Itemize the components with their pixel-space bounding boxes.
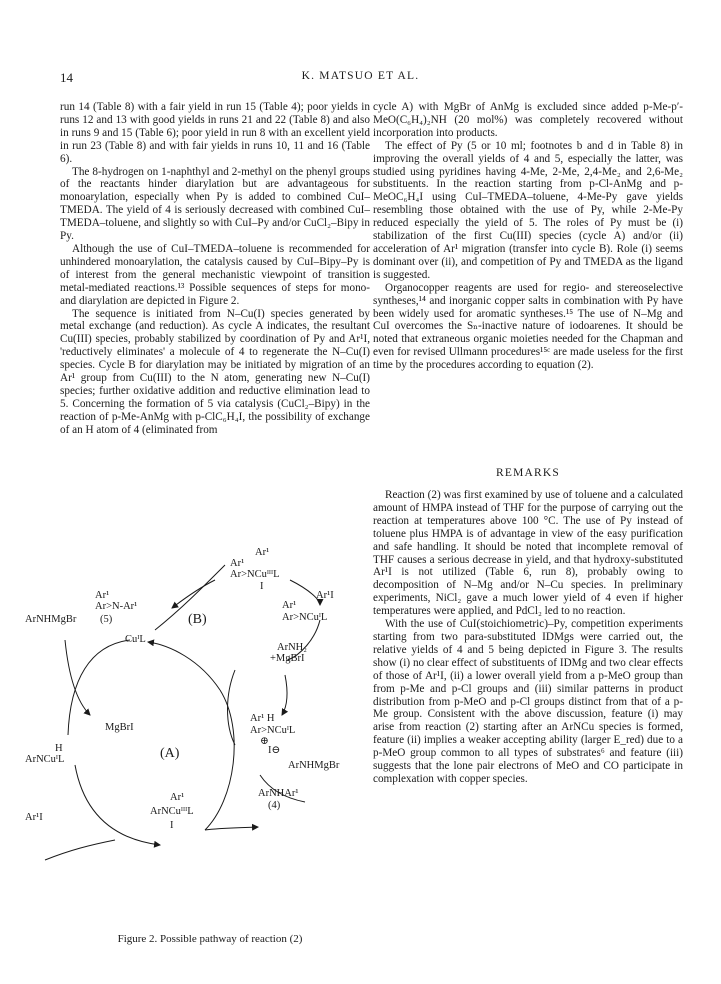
paragraph: Reaction (2) was first examined by use of toluene and a calculated amount of HMPA instead of THF for the purpose of carrying out the reaction at temperatures above 100 °C. The use of Py instead of toluene plus HMPA is of advantage in view of the easy purification and safe handling. It should be noted that incomplete removal of THF causes a serious decrease in yield, and that hydroxy-substituted Ar¹I is not utilized (Table 6, run 8), probably owing to decomposition of N–Mg and/or N–Cu species. In preliminary experiments, NiCl₂ gave a much lower yield of 4 even if higher temperatures were applied, and PdCl₂ led to no reaction. [373, 489, 683, 618]
arrow-to-product-4 [205, 827, 258, 830]
diaryl-label: Ar>N-Ar¹ [95, 601, 138, 612]
cuiii-a-i-label: I [170, 820, 174, 831]
pathway-arrows [20, 530, 365, 895]
arnhmgbr-right-label: ArNHMgBr [288, 760, 340, 771]
paragraph: cycle A) with MgBr of AnMg is excluded since added p-Me-p′-MeO(C₆H₄)₂NH (20 mol%) was completely recovered without incorporation into products. [373, 101, 683, 139]
arrow-to-cuiii-a [75, 765, 160, 845]
arrow-arnh2 [282, 675, 287, 715]
remarks-column [373, 489, 683, 786]
arnhar1-label: ArNHAr¹ [258, 788, 299, 799]
paragraph: The sequence is initiated from N–Cu(I) species generated by metal exchange (and reduction). As cycle A indicates, the resultant Cu(III) species, probably stabilized by coordination of Py and Ar¹I, 'reductively eliminates' a molecule of 4 to regenerate the N–Cu(I) species. Cycle B for diarylation may be initiated by migration of an Ar¹ group from Cu(III) to the N atom, generating new N–Cu(I) species; further oxidative addition and reductive elimination lead to 5. Concerning the formation of 5 via catalysis (CuCl₂–Bipy) in the reaction of p-Me-AnMg with p-ClC₆H₄I, the possibility of exchange of an H atom of 4 (eliminated from [60, 307, 370, 436]
cycle-b-label: (B) [188, 612, 207, 627]
arnhmgbr-left-label: ArNHMgBr [25, 614, 77, 625]
ar2ncul-label: Ar>NCuᴵL [282, 612, 328, 623]
cycle-a-label: (A) [160, 746, 180, 761]
reaction-pathway-figure [20, 530, 365, 895]
cul-label: CuᴵL [125, 634, 146, 645]
arrow-ar1i-bottom [45, 840, 115, 860]
complex-i-label: I⊖ [268, 745, 281, 756]
cuiii-b-ar2-label: Ar¹ [230, 558, 245, 569]
ar1i-right-label: Ar¹I [316, 590, 334, 601]
paragraph: With the use of CuI(stoichiometric)–Py, competition experiments starting from two para-substituted IDMgs were carried out, the relative yields of 4 and 5 being depicted in Figure 3. The results show (i) no clear effect of substituents of IDMg and two clear effects of those of Ar¹I, (ii) a lower overall yield from a p-MeO group than from p-Me and p-Cl groups and (iii) similar patterns in product distribution from p-MeO and p-Cl groups distinct from that of a p-Me group. Consistent with the above discussion, feature (i) may arise from reaction (2) starting after an ArNCu species is formed, feature (ii) implies a weaker accepting ability (larger E_red) due to a p-MeO group common to all types of substrates⁶ and feature (iii) suggests that the lone pair electrons of MeO and CO participate in complexation with copper species. [373, 618, 683, 785]
cuiii-b-ar-label: Ar¹ [255, 547, 270, 558]
ar1i-bottom-label: Ar¹I [25, 812, 43, 823]
left-column [60, 101, 370, 437]
arrow-elimination [205, 690, 234, 830]
complex-label: Ar>NCuᴵL [250, 725, 296, 736]
right-column [373, 101, 683, 372]
arnh2-label: ArNH₂ [277, 642, 307, 653]
cuiii-b-i-label: I [260, 581, 264, 592]
arncul-label: ArNCuᴵL [25, 754, 65, 765]
complex-arh-label: Ar¹ H [250, 713, 275, 724]
compound-5-label: (5) [100, 614, 113, 625]
diaryl-top-label: Ar¹ [95, 590, 110, 601]
figure-caption: Figure 2. Possible pathway of reaction (2) [117, 933, 303, 945]
paragraph: run 14 (Table 8) with a fair yield in run 15 (Table 4); poor yields in runs 12 and 13 with good yields in runs 21 and 22 (Table 8) and also in runs 9 and 15 (Table 6); poor yield in run 8 with an excellent yield in run 23 (Table 8) and with fair yields in runs 10, 11 and 16 (Table 6). [60, 101, 370, 165]
complex-plus-label: ⊕ [260, 736, 269, 747]
cuiii-a-ar-label: Ar¹ [170, 792, 185, 803]
section-heading: REMARKS [496, 467, 560, 479]
ar2ncul-ar-label: Ar¹ [282, 600, 297, 611]
arrow-back-to-cul [148, 642, 220, 690]
paragraph: The effect of Py (5 or 10 ml; footnotes b and d in Table 8) in improving the overall yields of 4 and 5, especially the latter, was studied using pyridines having 4-Me, 2-Me, 2,4-Me₂ and 2,6-Me₂ substituents. In the reaction starting from p-Cl-AnMg and p-MeOC₆H₄I using CuI–TMEDA–toluene, 4-Me-Py gave yields resembling those obtained with the use of Py, while 2-Me-Py reduced especially the yield of 5. The roles of Py must be (i) stabilization of the first Cu(III) species (cycle A) and/or (ii) acceleration of Ar¹ migration (transfer into cycle B). Role (i) seems dominant over (ii), and competition of Py and TMEDA as the ligand is suggested. [373, 139, 683, 281]
arrow-arnhmgbr-in [65, 640, 90, 715]
paragraph: Although the use of CuI–TMEDA–toluene is recommended for unhindered monoarylation, the catalysis caused by CuI–Bipy–Py is of interest from the general mechanistic viewpoint of transition metal-mediated reactions.¹³ Possible sequences of steps for mono- and diarylation are depicted in Figure 2. [60, 242, 370, 307]
h-label: H [55, 743, 63, 754]
arrow-cul-to-arncul [68, 640, 130, 735]
arrow-to-product-5 [172, 580, 215, 608]
mgbri-plus-label: +MgBrI [270, 653, 305, 664]
paragraph: The 8-hydrogen on 1-naphthyl and 2-methyl on the phenyl groups of the reactants hinder diarylation but are advantageous for monoarylation, especially when Py is added to combined CuI–TMEDA. The yield of 4 is seriously decreased with combined CuI–TMEDA–toluene, and slightly so with CuI–Py and/or CuCl₂–Bipy in Py. [60, 165, 370, 243]
running-head: K. MATSUO ET AL. [301, 70, 420, 82]
paragraph: Organocopper reagents are used for regio- and stereoselective syntheses,¹⁴ and inorganic copper salts in combination with Py have been widely used for aromatic syntheses.¹⁵ The use of N–Mg and CuI overcomes the Sₙ-inactive nature of iodoarenes. It should be noted that extraneous organic moieties needed for the Chapman and even for revised Ullmann procedures¹⁵ᶜ are made useless for the first time by the procedures according to equation (2). [373, 281, 683, 372]
compound-4-label: (4) [268, 800, 281, 811]
mgbri-label: MgBrI [105, 722, 134, 733]
cuiii-b-label: Ar>NCuᴵᴵᴵL [230, 569, 280, 580]
cuiii-a-label: ArNCuᴵᴵᴵL [150, 806, 194, 817]
page-number: 14 [60, 70, 73, 85]
